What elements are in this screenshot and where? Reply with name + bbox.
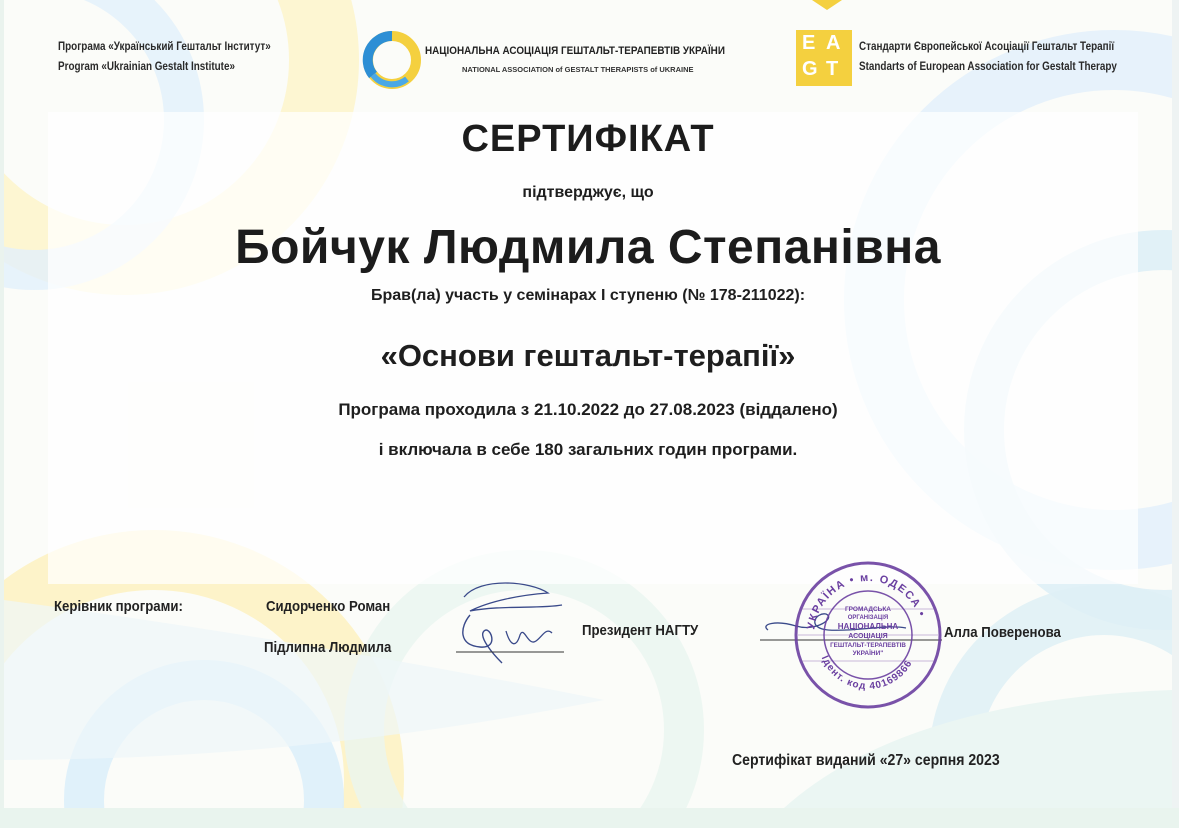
president-label: Президент НАГТУ [582,622,699,639]
certificate [4,0,1172,808]
eagt-standards-ua: Стандарти Європейської Асоціації Гештальт Терапії [859,41,1115,53]
president-name: Алла Поверенова [944,624,1061,641]
program-period: Програма проходила з 21.10.2022 до 27.08.2023 (віддалено) [338,400,838,419]
stamp-line-1: ГРОМАДСЬКА [845,606,891,613]
course-title: «Основи гештальт-терапії» [380,338,796,373]
eagt-standards-en: Standarts of European Association for Gestalt Therapy [859,61,1117,73]
certificate-title: СЕРТИФІКАТ [461,118,715,160]
confirms-text: підтверджує, що [522,184,654,201]
issue-date: Сертифікат виданий «27» серпня 2023 [732,752,1000,769]
eagt-letter-e: E [802,32,816,54]
stamp-ring-bottom: Ідент. код 40169866 [818,654,915,693]
leader-name-2: Підлипна Людмила [264,639,392,656]
bottom-strip [0,808,1179,828]
stamp-line-6: УКРАЇНИ" [852,650,884,657]
svg-text:Ідент. код 40169866 [819,654,915,692]
stamp-ring-top: УКРАЇНА • м. ОДЕСА • [805,571,928,631]
stamp-line-5: ГЕШТАЛЬТ-ТЕРАПЕВТІВ [830,642,906,649]
participation-text: Брав(ла) участь у семінарах І ступеню (№ 178-211022): [370,287,806,304]
leader-signature-icon [450,575,575,670]
eagt-letter-a: A [826,32,841,54]
program-name-en: Program «Ukrainian Gestalt Institute» [58,61,235,73]
program-name-ua: Програма «Український Гештальт Інститут» [58,41,271,53]
nagtu-logo-icon [361,30,423,90]
eagt-letter-g: G [802,58,818,80]
association-title: НАЦІОНАЛЬНА АСОЦІАЦІЯ ГЕШТАЛЬТ-ТЕРАПЕВТІВ УКРАЇНИ [425,45,725,57]
eagt-logo-icon [796,30,852,86]
program-hours: і включала в себе 180 загальних годин програми. [378,440,798,459]
eagt-letter-t: T [826,58,839,80]
leader-label: Керівник програми: [54,598,183,615]
page-edge [1172,0,1179,808]
official-stamp-icon [792,559,944,711]
stamp-line-3: НАЦІОНАЛЬНА [837,622,899,631]
stamp-line-4: АСОЦІАЦІЯ [848,633,888,640]
recipient-name: Бойчук Людмила Степанівна [235,221,941,274]
stamp-line-2: ОРГАНІЗАЦІЯ [847,615,889,621]
leader-name-1: Сидорченко Роман [266,598,391,615]
association-subtitle: NATIONAL ASSOCIATION of GESTALT THERAPISTS of UKRAINE [462,65,694,74]
